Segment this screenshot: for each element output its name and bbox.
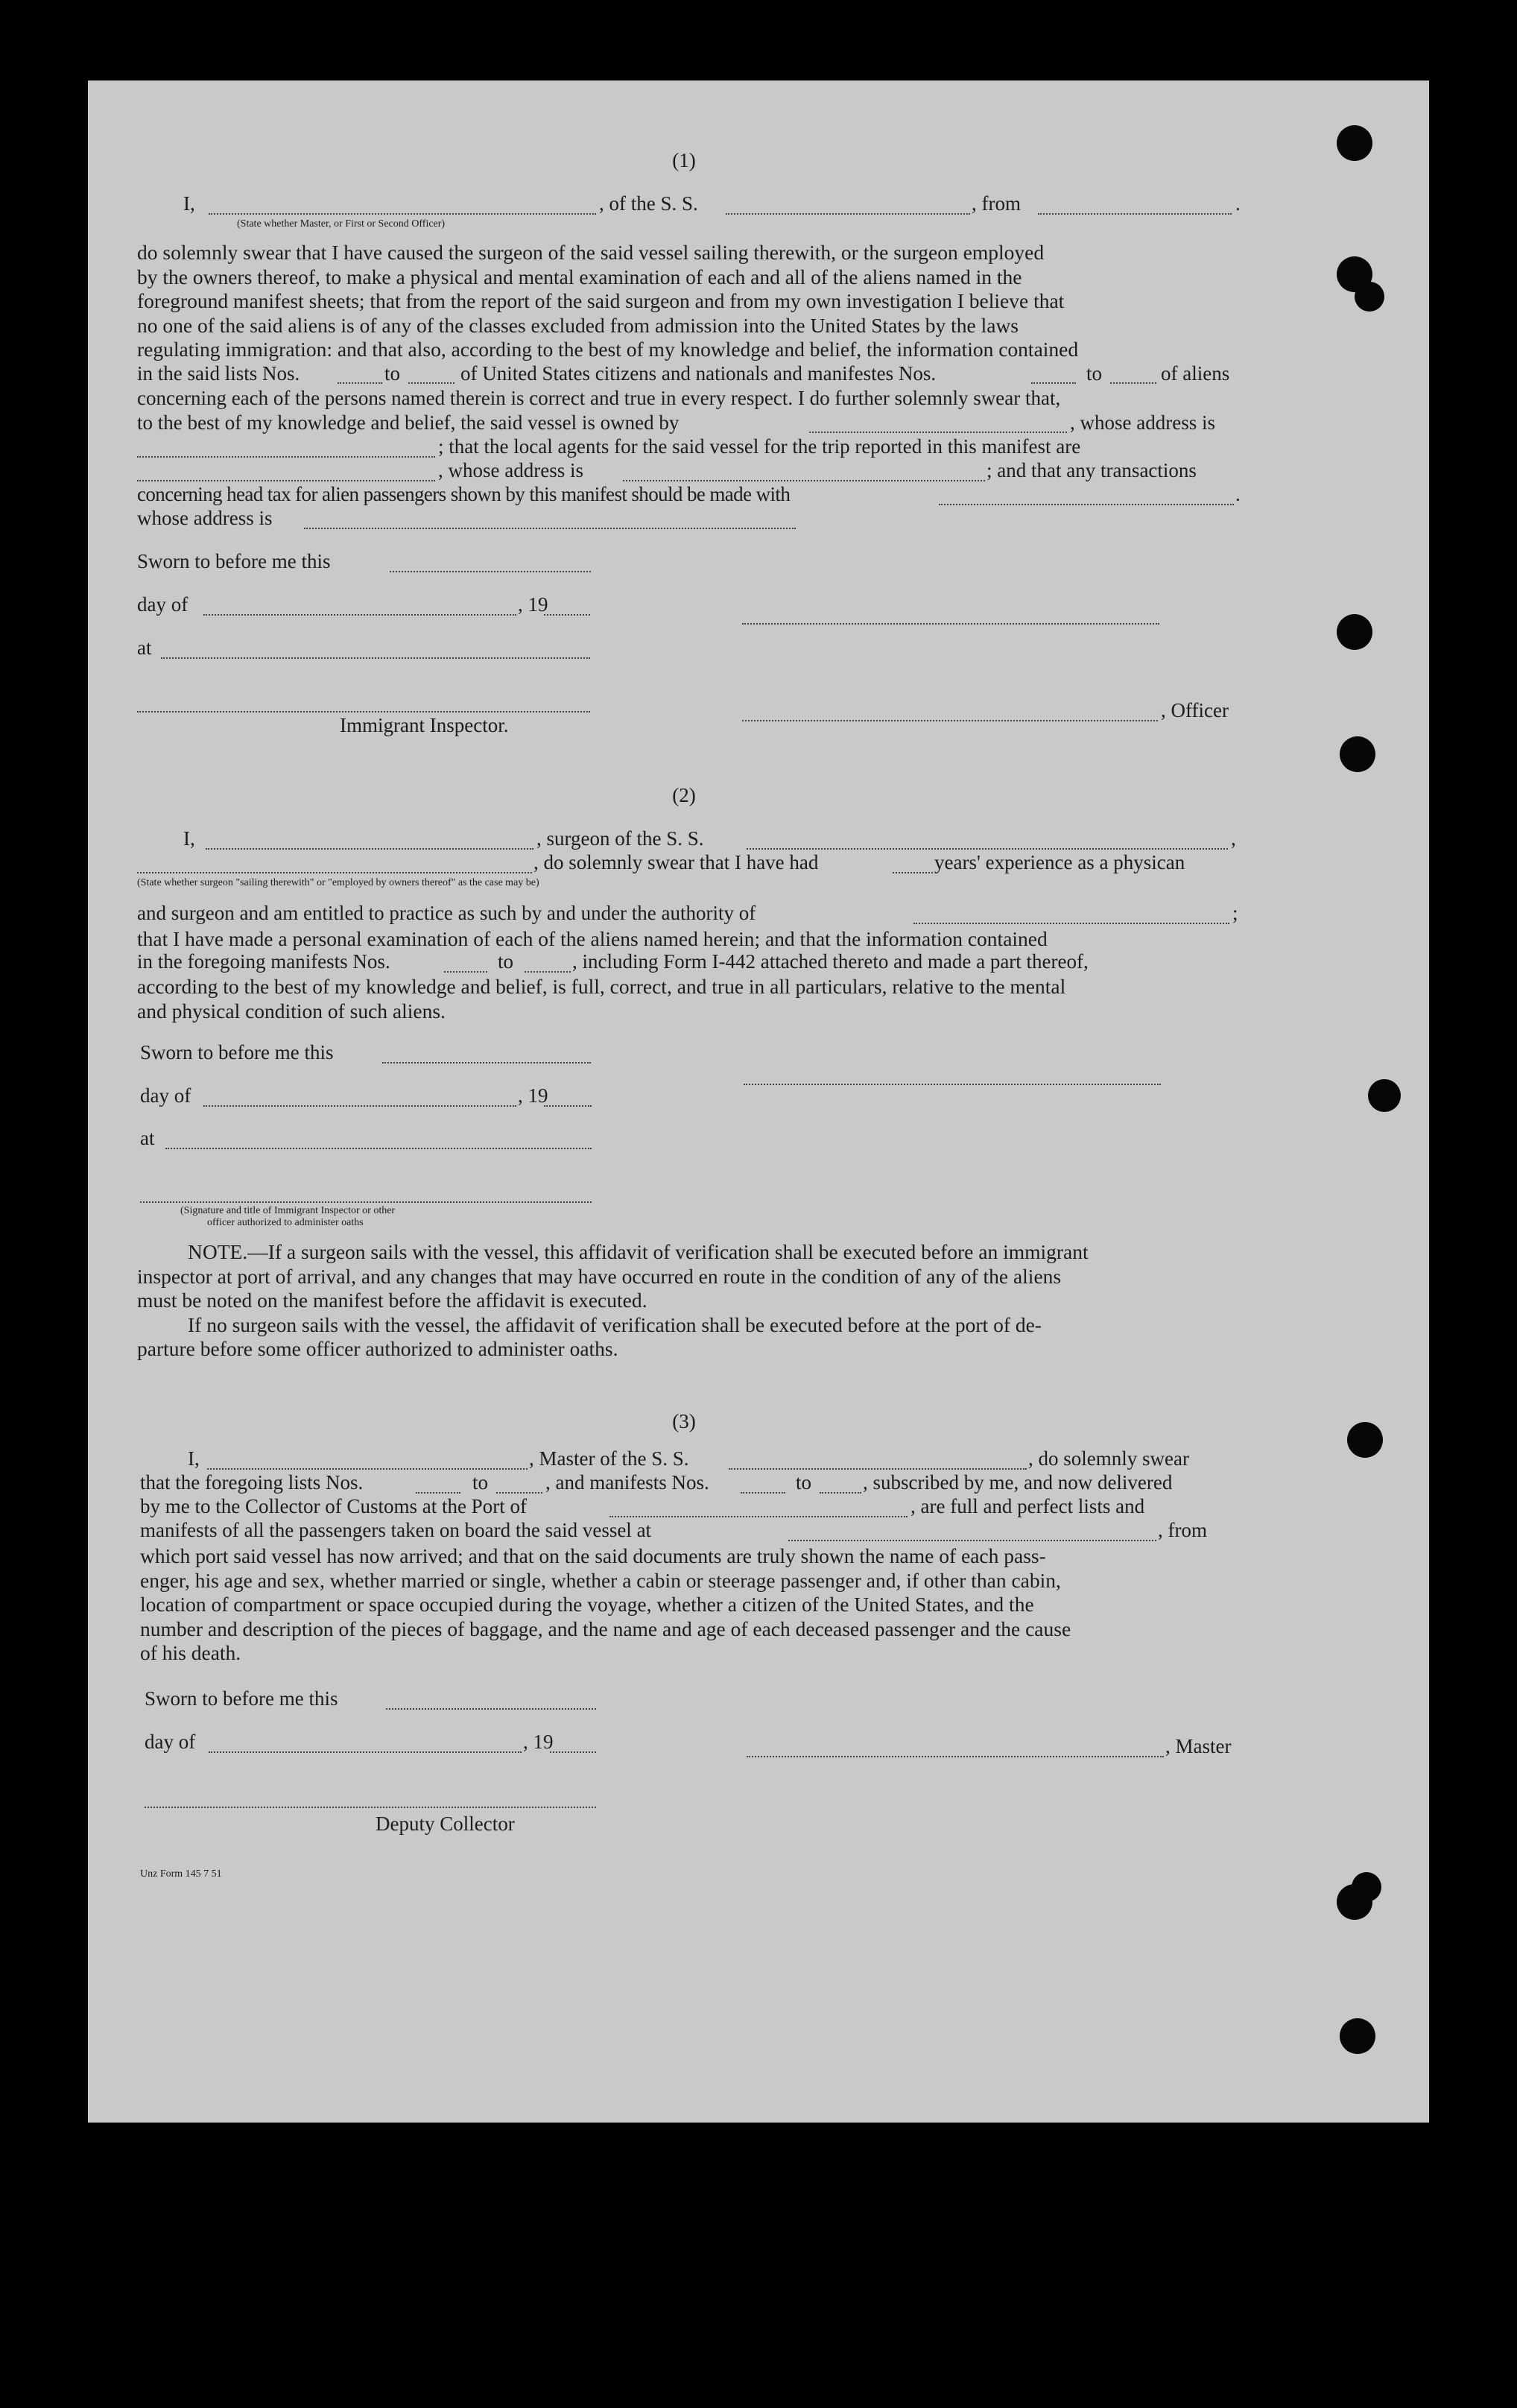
s1-pronoun: I,	[183, 192, 195, 215]
s2-day-of: day of	[140, 1084, 191, 1107]
s2-comma: ,	[1231, 827, 1236, 850]
s3-port-end: , are full and perfect lists and	[910, 1495, 1145, 1517]
s1-text-line: do solemnly swear that I have caused the surgeon of the said vessel sailing therewith, or the surgeon employed	[137, 241, 1045, 264]
punch-hole	[1337, 614, 1372, 650]
s1-vessel-label: , of the S. S.	[599, 192, 698, 215]
s3-line1-end: , do solemnly swear	[1028, 1447, 1189, 1470]
s1-lists-mid: of United States citizens and nationals and manifestes Nos.	[460, 362, 937, 385]
s2-signature-note-1: (Signature and title of Immigrant Inspector or other	[180, 1205, 396, 1216]
s3-pronoun: I,	[188, 1447, 200, 1470]
s1-at: at	[137, 636, 152, 659]
s1-headtax-start: concerning head tax for alien passengers shown by this manifest should be made with	[137, 483, 791, 505]
s2-manifests-end: , including Form I-442 attached thereto and made a part thereof,	[572, 950, 1089, 973]
s1-day-field[interactable]	[203, 614, 516, 616]
s2-inspector-signature-field[interactable]	[140, 1201, 592, 1203]
s3-master-sign-label: , Master	[1165, 1735, 1232, 1757]
s1-sworn-date-field[interactable]	[390, 571, 591, 572]
s1-agents-line: ; that the local agents for the said vessel for the trip reported in this manifest are	[438, 435, 1081, 458]
s1-headtax-end: .	[1235, 483, 1241, 505]
s1-from-field[interactable]	[1038, 213, 1232, 215]
s3-lists-start: that the foregoing lists Nos.	[140, 1471, 364, 1494]
s2-line2-end: years' experience as a physican	[934, 851, 1185, 873]
s1-headtax-address-field[interactable]	[304, 528, 796, 529]
s2-text-line: and physical condition of such aliens.	[137, 999, 446, 1023]
s1-inspector-label: Immigrant Inspector.	[340, 714, 509, 736]
section-1-number: (1)	[672, 149, 696, 171]
s1-at-field[interactable]	[161, 657, 590, 659]
s3-boarded-start: manifests of all the passengers taken on board the said vessel at	[140, 1519, 652, 1541]
s2-manifests-start: in the foregoing manifests Nos.	[137, 950, 390, 973]
s1-owner-field[interactable]	[809, 432, 1067, 433]
section-2-number: (2)	[672, 784, 696, 806]
s2-signature-note-2: officer authorized to administer oaths	[207, 1217, 364, 1228]
s3-manifests-to: to	[796, 1471, 812, 1494]
s2-sworn: Sworn to before me this	[140, 1041, 334, 1064]
s2-sailing-status-field[interactable]	[137, 872, 532, 873]
s1-text-line: regulating immigration: and that also, according to the best of my knowledge and belief, the information contained	[137, 338, 1079, 361]
s1-agents-address-field[interactable]	[623, 480, 985, 481]
s2-surgeon-note: (State whether surgeon "sailing therewith" or "employed by owners thereof" as the case may be)	[137, 877, 539, 888]
s2-surgeon-label: , surgeon of the S. S.	[536, 827, 704, 850]
s2-pronoun: I,	[183, 827, 195, 850]
s3-year-field[interactable]	[550, 1751, 596, 1753]
s1-lists-from-field[interactable]	[338, 382, 382, 384]
s2-line2-start: , do solemnly swear that I have had	[533, 851, 819, 873]
s3-text-line: number and description of the pieces of baggage, and the name and age of each deceased passenger and the cause	[140, 1617, 1071, 1640]
s2-note-line: NOTE.—If a surgeon sails with the vessel, this affidavit of verification shall be executed before an immigrant	[188, 1240, 1089, 1263]
s1-inspector-signature-field[interactable]	[137, 711, 590, 712]
s1-lists-end: of aliens	[1161, 362, 1230, 385]
s3-text-line: enger, his age and sex, whether married or single, whether a cabin or steerage passenger and, if other than cabin,	[140, 1568, 1061, 1592]
s2-manifests-to-field[interactable]	[525, 971, 571, 973]
punch-hole	[1337, 125, 1372, 161]
punch-hole	[1340, 2018, 1375, 2054]
s2-note	[137, 1240, 1241, 1362]
s1-owned-end: , whose address is	[1070, 411, 1215, 434]
s2-manifests-from-field[interactable]	[444, 971, 487, 973]
s3-lists-to: to	[472, 1471, 489, 1494]
s1-officer-name-field[interactable]	[209, 213, 596, 215]
s1-manifests-from-field[interactable]	[1031, 382, 1076, 384]
s2-note-line: must be noted on the manifest before the affidavit is executed.	[137, 1289, 647, 1312]
s2-year: , 19	[518, 1084, 548, 1107]
s1-officer-signature-field[interactable]	[742, 623, 1159, 625]
s1-headtax-field[interactable]	[939, 504, 1234, 505]
s1-manifests-to: to	[1086, 362, 1103, 385]
s1-from-label: , from	[972, 192, 1021, 215]
form-code: Unz Form 145 7 51	[140, 1868, 222, 1880]
section-3-number: (3)	[672, 1410, 696, 1432]
s2-surgeon-signature-field[interactable]	[744, 1084, 1161, 1085]
s1-whose-address: whose address is	[137, 507, 273, 529]
s3-oath-text	[140, 1544, 1243, 1666]
s1-year: , 19	[518, 593, 548, 616]
s1-lists-start: in the said lists Nos.	[137, 362, 300, 385]
s2-text-line: that I have made a personal examination of each of the aliens named herein; and that the information contained	[137, 927, 1048, 950]
s2-surgeon-name-field[interactable]	[206, 848, 533, 850]
s1-officer-name-signature-field[interactable]	[742, 720, 1158, 721]
s1-text-line: by the owners thereof, to make a physical and mental examination of each and all of the aliens named in the	[137, 265, 1022, 288]
s2-day-field[interactable]	[203, 1105, 516, 1107]
s2-years-field[interactable]	[893, 872, 933, 873]
s2-text-a	[137, 927, 1241, 952]
s3-lists-from-field[interactable]	[416, 1492, 460, 1494]
punch-hole	[1355, 282, 1384, 312]
s3-deputy-label: Deputy Collector	[376, 1813, 515, 1835]
s2-year-field[interactable]	[544, 1105, 592, 1107]
punch-hole	[1368, 1079, 1401, 1112]
s2-note-line: inspector at port of arrival, and any changes that may have occurred en route in the condition of any of the aliens	[137, 1264, 1062, 1288]
document-page	[88, 80, 1429, 2123]
s2-authority-field[interactable]	[913, 923, 1229, 924]
punch-hole	[1347, 1422, 1383, 1458]
s3-sworn: Sworn to before me this	[145, 1687, 338, 1710]
s3-master-name-field[interactable]	[207, 1468, 528, 1470]
s1-text-line: foreground manifest sheets; that from the report of the said surgeon and from my own investigation I believe that	[137, 289, 1065, 312]
s1-officer-note: (State whether Master, or First or Second Officer)	[237, 218, 446, 230]
s3-text-line: of his death.	[140, 1641, 241, 1664]
s2-vessel-field[interactable]	[747, 848, 1228, 850]
s3-port-field[interactable]	[609, 1516, 908, 1517]
s3-manifests-to-field[interactable]	[820, 1492, 861, 1494]
s2-text-b	[137, 975, 1241, 1023]
s2-manifests-to: to	[498, 950, 514, 973]
s1-owner-address-field[interactable]	[137, 456, 435, 458]
s1-lists-to: to	[384, 362, 401, 385]
s1-concerning-line: concerning each of the persons named therein is correct and true in every respect. I do further solemnly swear that,	[137, 387, 1061, 409]
s3-boarded-end: , from	[1158, 1519, 1207, 1541]
s3-year: , 19	[523, 1731, 554, 1753]
s1-agents-address-start: , whose address is	[438, 459, 583, 481]
s1-officer-label: , Officer	[1161, 699, 1229, 721]
s1-agents-address-end: ; and that any transactions	[986, 459, 1197, 481]
s1-sworn: Sworn to before me this	[137, 550, 331, 572]
s1-day-of: day of	[137, 593, 189, 616]
s3-deputy-signature-field[interactable]	[145, 1807, 596, 1808]
s1-text-line: no one of the said aliens is of any of the classes excluded from admission into the United States by the laws	[137, 313, 1019, 337]
s3-boarded-field[interactable]	[788, 1540, 1156, 1541]
s1-year-field[interactable]	[544, 614, 590, 616]
s2-text-line: according to the best of my knowledge and belief, is full, correct, and true in all particulars, relative to the mental	[137, 975, 1066, 998]
s3-sworn-date-field[interactable]	[386, 1708, 596, 1710]
s2-note-line: If no surgeon sails with the vessel, the affidavit of verification shall be executed before at the port of de-	[188, 1312, 1042, 1336]
s3-day-field[interactable]	[209, 1751, 522, 1753]
s1-manifests-to-field[interactable]	[1110, 382, 1156, 384]
s1-lists-to-field[interactable]	[408, 382, 455, 384]
s1-agents-field[interactable]	[137, 480, 435, 481]
s1-owned-start: to the best of my knowledge and belief, the said vessel is owned by	[137, 411, 680, 434]
punch-hole	[1352, 1872, 1381, 1902]
s1-oath-text	[137, 241, 1241, 362]
s3-text-line: location of compartment or space occupied during the voyage, whether a citizen of the United States, and the	[140, 1593, 1034, 1616]
s3-day-of: day of	[145, 1731, 196, 1753]
s2-at-field[interactable]	[165, 1148, 592, 1149]
s2-at: at	[140, 1127, 155, 1149]
s2-authority-start: and surgeon and am entitled to practice as such by and under the authority of	[137, 902, 756, 924]
s2-note-line: parture before some officer authorized to administer oaths.	[137, 1337, 618, 1360]
s2-authority-end: ;	[1232, 902, 1238, 924]
s3-manifests-mid: , and manifests Nos.	[545, 1471, 709, 1494]
s1-period: .	[1235, 192, 1241, 215]
s2-sworn-date-field[interactable]	[382, 1062, 591, 1064]
s1-vessel-field[interactable]	[726, 213, 970, 215]
s3-manifests-from-field[interactable]	[741, 1492, 785, 1494]
s3-master-signature-field[interactable]	[747, 1756, 1164, 1757]
s3-port-start: by me to the Collector of Customs at the Port of	[140, 1495, 527, 1517]
s3-text-line: which port said vessel has now arrived; and that on the said documents are truly shown the name of each pass-	[140, 1544, 1046, 1567]
s3-line2-end: , subscribed by me, and now delivered	[863, 1471, 1173, 1494]
s3-master-label: , Master of the S. S.	[529, 1447, 689, 1470]
punch-hole	[1340, 736, 1375, 772]
s3-vessel-field[interactable]	[729, 1468, 1027, 1470]
s3-lists-to-field[interactable]	[496, 1492, 542, 1494]
